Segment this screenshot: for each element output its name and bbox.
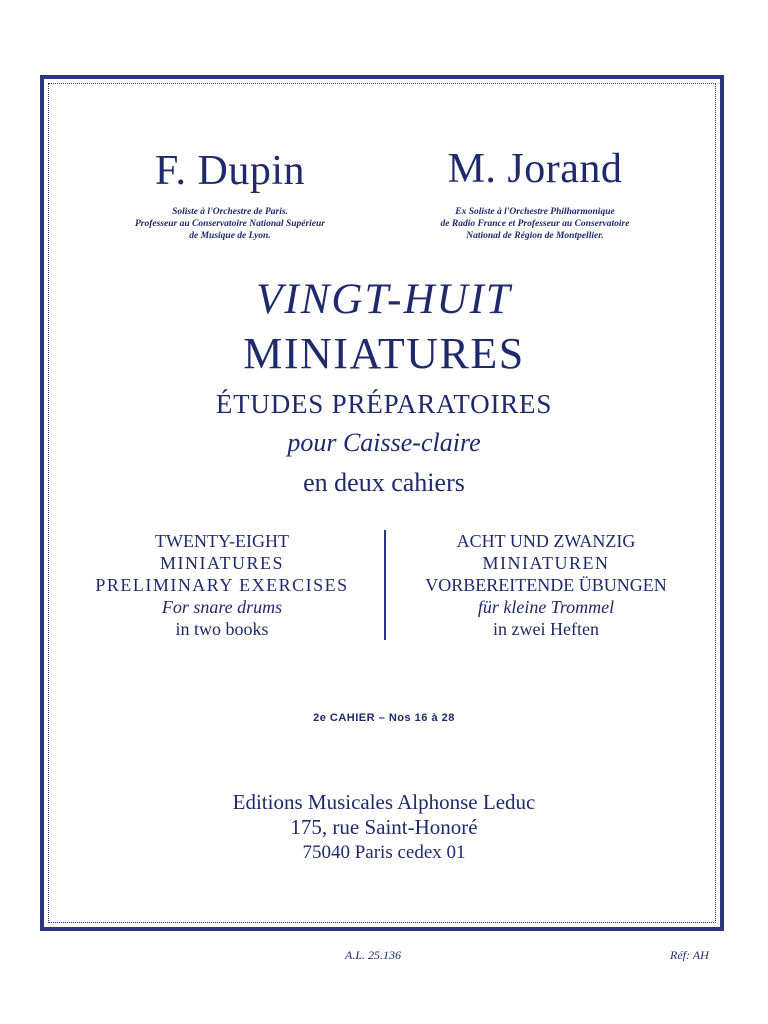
author-description-line: Professeur au Conservatoire National Supérieur [134, 219, 326, 229]
author-description-line: de Radio France et Professeur au Conservatoire [440, 219, 630, 229]
german-translation-block [396, 530, 696, 640]
translation-line: MINIATURES [159, 553, 284, 573]
publisher-line: 75040 Paris cedex 01 [302, 842, 466, 863]
author-description-line: National de Région de Montpellier. [466, 231, 604, 241]
publisher-line: Editions Musicales Alphonse Leduc [232, 790, 536, 814]
translation-line: PRELIMINARY EXERCISES [95, 575, 349, 595]
translation-line: VORBEREITENDE ÜBUNGEN [425, 575, 667, 595]
author-block-dupin [110, 150, 350, 242]
translation-line: ACHT UND ZWANZIG [456, 531, 636, 551]
title-line-3: ÉTUDES PRÉPARATOIRES [215, 389, 553, 419]
author-name: F. Dupin [155, 148, 305, 194]
publisher-block [88, 790, 680, 865]
title-line-4: pour Caisse-claire [287, 428, 481, 457]
catalog-number: A.L. 25.136 [345, 948, 402, 962]
translation-line: For snare drums [161, 597, 283, 617]
author-block-jorand [400, 148, 670, 242]
volume-label: 2e CAHIER – Nos 16 à 28 [313, 712, 455, 724]
title-line-5: en deux cahiers [303, 468, 465, 497]
translation-line: MINIATUREN [482, 553, 610, 573]
title-line-2: MINIATURES [243, 329, 525, 378]
author-description-line: de Musique de Lyon. [189, 231, 271, 241]
translation-line: in two books [175, 619, 269, 639]
translation-line: TWENTY-EIGHT [155, 531, 289, 551]
author-name: M. Jorand [447, 146, 623, 192]
translation-line: in zwei Heften [493, 619, 599, 639]
author-description-line: Soliste à l'Orchestre de Paris. [172, 207, 288, 217]
title-line-1: VINGT-HUIT [256, 276, 512, 323]
reference-code: Réf: AH [670, 948, 709, 962]
english-translation-block [72, 530, 372, 640]
author-description-line: Ex Soliste à l'Orchestre Philharmonique [455, 207, 615, 217]
column-divider [384, 530, 386, 640]
publisher-line: 175, rue Saint-Honoré [290, 815, 478, 839]
translation-line: für kleine Trommel [477, 597, 615, 617]
